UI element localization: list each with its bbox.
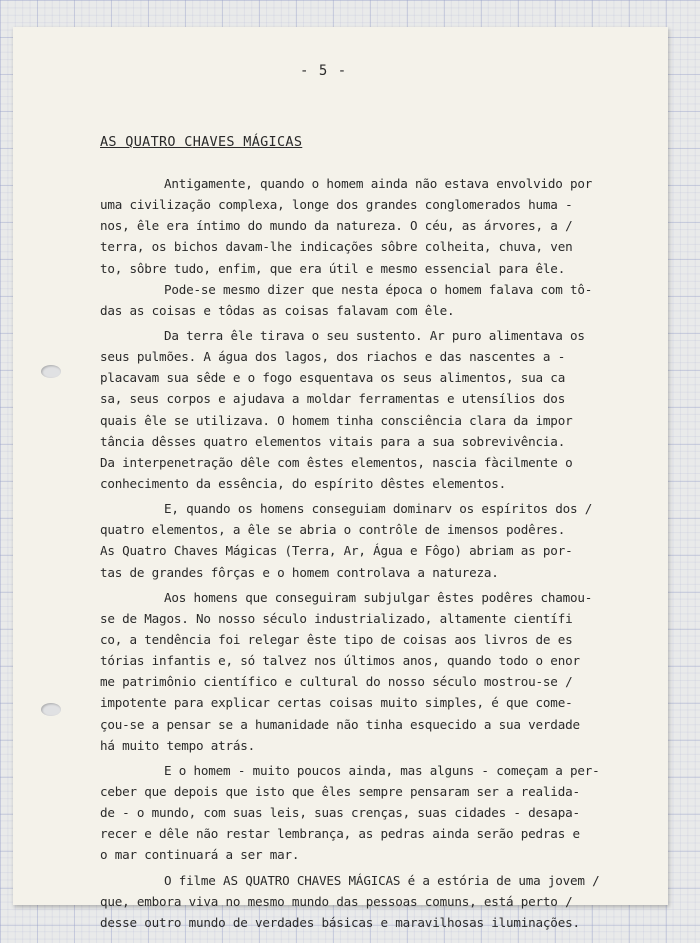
punch-hole [41, 365, 61, 378]
text-line: há muito tempo atrás. [100, 737, 256, 753]
text-line: o mar continuará a ser mar. [100, 847, 300, 863]
text-line: O filme AS QUATRO CHAVES MÁGICAS é a estória de uma jovem / [164, 872, 600, 888]
text-line: seus pulmões. A água dos lagos, dos riachos e das nascentes a - [100, 349, 566, 365]
text-line: As Quatro Chaves Mágicas (Terra, Ar, Água e Fôgo) abriam as por- [100, 543, 573, 559]
text-line: desse outro mundo de verdades básicas e maravilhosas iluminações. [100, 914, 580, 930]
text-line: E, quando os homens conseguiam dominarv os espíritos dos / [164, 501, 593, 517]
text-line: Antigamente, quando o homem ainda não estava envolvido por [164, 176, 593, 191]
text-line: tas de grandes fôrças e o homem controlava a natureza. [100, 564, 499, 580]
body-text [100, 173, 635, 933]
page-number: - 5 - [300, 63, 348, 79]
text-line: me patrimônio científico e cultural do nosso século mostrou-se / [100, 674, 573, 690]
text-line: recer e dêle não restar lembrança, as pedras ainda serão pedras e [100, 826, 580, 842]
text-line: conhecimento da essência, do espírito dêstes elementos. [100, 475, 507, 491]
text-line: que, embora viva no mesmo mundo das pessoas comuns, está perto / [100, 893, 573, 909]
text-line: quatro elementos, a êle se abria o contrôle de imensos podêres. [100, 522, 566, 538]
text-line: Aos homens que conseguiram subjulgar êstes podêres chamou- [164, 589, 593, 605]
text-line: co, a tendência foi relegar êste tipo de coisas aos livros de es [100, 631, 573, 647]
document-title: AS QUATRO CHAVES MÁGICAS [100, 134, 303, 150]
text-line: Pode-se mesmo dizer que nesta época o homem falava com tô- [164, 281, 593, 297]
text-line: das as coisas e tôdas as coisas falavam com êle. [100, 302, 455, 318]
text-line: uma civilização complexa, longe dos grandes conglomerados huma - [100, 197, 573, 213]
text-line: to, sôbre tudo, enfim, que era útil e mesmo essencial para êle. [100, 260, 566, 276]
text-line: çou-se a pensar se a humanidade não tinha esquecido a sua verdade [100, 716, 580, 732]
text-line: E o homem - muito poucos ainda, mas alguns - começam a per- [164, 762, 600, 778]
text-line: sa, seus corpos e ajudava a moldar ferramentas e utensílios dos [100, 391, 566, 407]
text-line: nos, êle era íntimo do mundo da natureza. O céu, as árvores, a / [100, 218, 573, 234]
text-line: placavam sua sêde e o fogo esquentava os seus alimentos, sua ca [100, 370, 566, 386]
text-line: Da terra êle tirava o seu sustento. Ar puro alimentava os [164, 327, 585, 343]
text-line: ceber que depois que isto que êles sempre pensaram ser a realida- [100, 783, 580, 799]
text-line: terra, os bichos davam-lhe indicações sôbre colheita, chuva, ven [100, 239, 573, 255]
punch-hole [41, 703, 61, 716]
text-line: quais êle se utilizava. O homem tinha consciência clara da impor [100, 412, 573, 428]
text-line: Da interpenetração dêle com êstes elementos, nascia fàcilmente o [100, 454, 573, 470]
text-line: tórias infantis e, só talvez nos últimos anos, quando todo o enor [100, 653, 580, 669]
text-line: se de Magos. No nosso século industrializado, altamente científi [100, 610, 573, 626]
text-line: impotente para explicar certas coisas muito simples, é que come- [100, 695, 573, 711]
text-line: de - o mundo, com suas leis, suas crenças, suas cidades - desapa- [100, 805, 580, 821]
text-line: tância dêsses quatro elementos vitais para a sua sobrevivência. [100, 433, 566, 449]
